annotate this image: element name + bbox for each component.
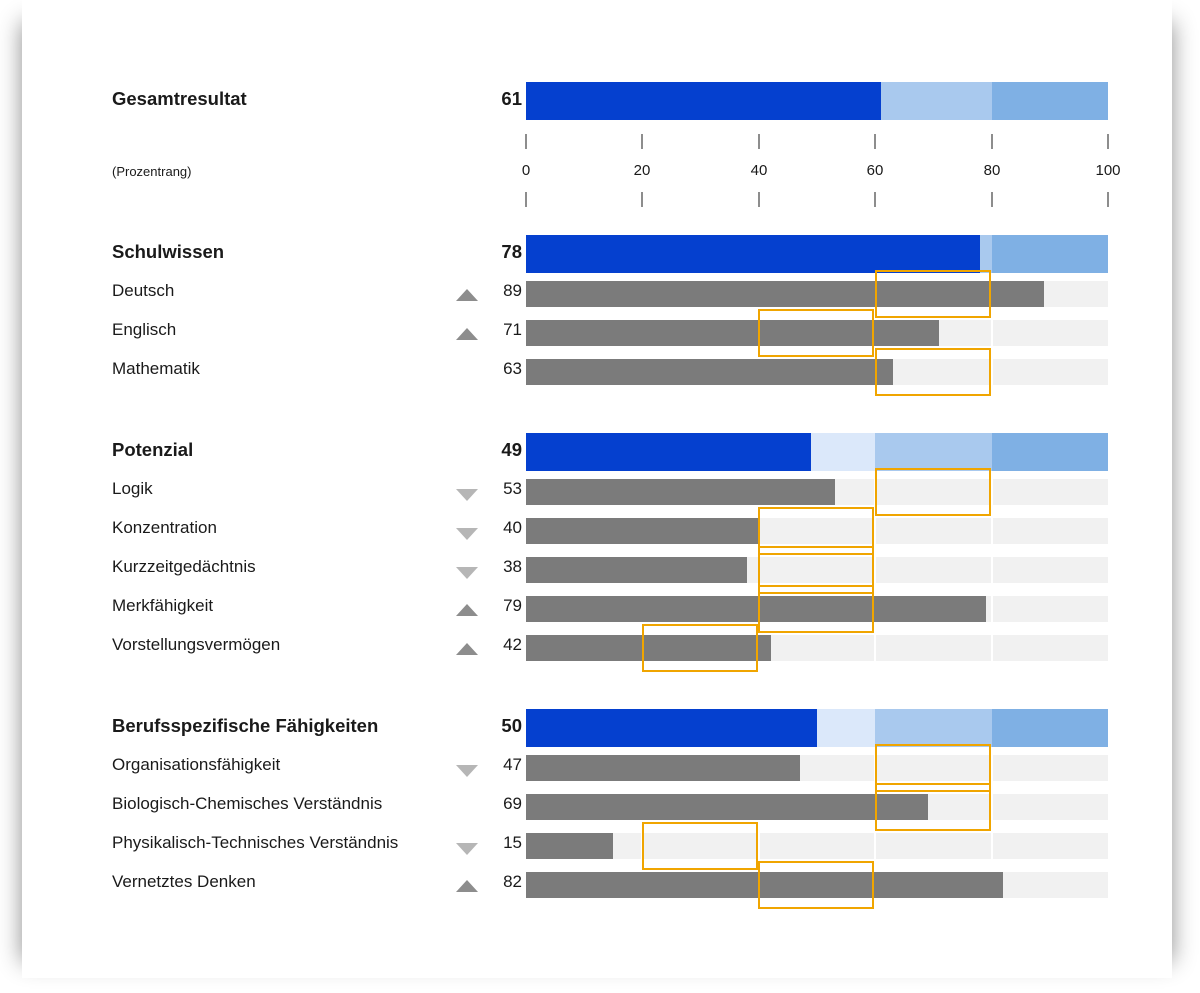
trend-down-icon-logik (456, 489, 478, 501)
item-value-vorstellungsvermoegen: 42 (503, 635, 522, 654)
item-value-deutsch: 89 (503, 281, 522, 300)
tick-top-60 (874, 134, 876, 149)
trend-up-icon-deutsch (456, 289, 478, 301)
trend-up-icon-vorstellungsvermoegen (456, 643, 478, 655)
bar-kurzzeitgedaechtnis (526, 557, 747, 583)
norm-range-deutsch (875, 270, 991, 318)
tick-bottom-20 (641, 192, 643, 207)
trend-up-icon-vernetztes-denken (456, 880, 478, 892)
axis-caption: (Prozentrang) (112, 164, 192, 179)
item-label-biologisch-chemisches-verstaendnis: Biologisch-Chemisches Verständnis (112, 794, 383, 813)
axis-tick-label-60: 60 (866, 162, 884, 179)
group-label-gesamtresultat: Gesamtresultat (112, 88, 247, 109)
bar-englisch (526, 320, 939, 346)
tick-bottom-40 (758, 192, 760, 207)
item-label-englisch: Englisch (112, 320, 177, 339)
bar-merkfaehigkeit (526, 596, 986, 622)
tick-top-40 (758, 134, 760, 149)
group-label-potenzial: Potenzial (112, 439, 194, 460)
item-value-mathematik: 63 (503, 359, 522, 378)
norm-range-physikalisch-technisches-verstaendnis (642, 822, 758, 870)
torn-edge-top (22, 0, 1172, 34)
group-value-gesamtresultat: 61 (501, 88, 522, 109)
torn-edge-bottom (22, 938, 1172, 978)
bar-potenzial (526, 433, 811, 471)
norm-range-logik (875, 468, 991, 516)
trend-down-icon-kurzzeitgedaechtnis (456, 567, 478, 579)
trend-down-icon-physikalisch-technisches-verstaendnis (456, 843, 478, 855)
item-label-merkfaehigkeit: Merkfähigkeit (112, 596, 214, 615)
axis-tick-label-40: 40 (750, 162, 768, 179)
item-label-vorstellungsvermoegen: Vorstellungsvermögen (112, 635, 281, 654)
norm-range-vorstellungsvermoegen (642, 624, 758, 672)
item-value-logik: 53 (503, 479, 522, 498)
trend-down-icon-organisationsfaehigkeit (456, 765, 478, 777)
tick-bottom-80 (991, 192, 993, 207)
group-value-potenzial: 49 (501, 439, 522, 460)
item-value-biologisch-chemisches-verstaendnis: 69 (503, 794, 522, 813)
item-value-englisch: 71 (503, 320, 522, 339)
bar-konzentration (526, 518, 759, 544)
bar-gesamtresultat (526, 82, 881, 120)
bar-logik (526, 479, 835, 505)
competency-chart (22, 16, 1172, 956)
item-label-mathematik: Mathematik (112, 359, 200, 378)
group-label-schulwissen: Schulwissen (112, 241, 225, 262)
item-label-konzentration: Konzentration (112, 518, 217, 537)
axis-tick-label-100: 100 (1095, 162, 1121, 179)
norm-range-biologisch-chemisches-verstaendnis (875, 783, 991, 831)
norm-range-englisch (758, 309, 874, 357)
item-label-logik: Logik (112, 479, 153, 498)
norm-range-vernetztes-denken (758, 861, 874, 909)
axis-tick-label-20: 20 (633, 162, 651, 179)
item-value-kurzzeitgedaechtnis: 38 (503, 557, 522, 576)
subband-physikalisch-technisches-verstaendnis (526, 833, 1108, 859)
trend-up-icon-merkfaehigkeit (456, 604, 478, 616)
group-value-berufsspezifische-faehigkeiten: 50 (501, 715, 522, 736)
norm-range-mathematik (875, 348, 991, 396)
item-label-deutsch: Deutsch (112, 281, 175, 300)
bar-mathematik (526, 359, 893, 385)
trend-up-icon-englisch (456, 328, 478, 340)
tick-bottom-60 (874, 192, 876, 207)
report-page (22, 16, 1172, 956)
bar-berufsspezifische-faehigkeiten (526, 709, 817, 747)
tick-top-100 (1107, 134, 1109, 149)
axis-tick-label-80: 80 (983, 162, 1001, 179)
item-value-physikalisch-technisches-verstaendnis: 15 (503, 833, 522, 852)
tick-top-80 (991, 134, 993, 149)
item-value-vernetztes-denken: 82 (503, 872, 522, 891)
item-label-organisationsfaehigkeit: Organisationsfähigkeit (112, 755, 281, 774)
axis-tick-label-0: 0 (521, 162, 531, 179)
bar-schulwissen (526, 235, 980, 273)
bar-biologisch-chemisches-verstaendnis (526, 794, 928, 820)
item-value-merkfaehigkeit: 79 (503, 596, 522, 615)
item-value-organisationsfaehigkeit: 47 (503, 755, 522, 774)
tick-bottom-100 (1107, 192, 1109, 207)
norm-range-merkfaehigkeit (758, 585, 874, 633)
item-label-physikalisch-technisches-verstaendnis: Physikalisch-Technisches Verständnis (112, 833, 399, 852)
trend-down-icon-konzentration (456, 528, 478, 540)
item-value-konzentration: 40 (503, 518, 522, 537)
tick-top-0 (525, 134, 527, 149)
tick-bottom-0 (525, 192, 527, 207)
tick-top-20 (641, 134, 643, 149)
item-label-kurzzeitgedaechtnis: Kurzzeitgedächtnis (112, 557, 256, 576)
group-label-berufsspezifische-faehigkeiten: Berufsspezifische Fähigkeiten (112, 715, 379, 736)
item-label-vernetztes-denken: Vernetztes Denken (112, 872, 256, 891)
bar-organisationsfaehigkeit (526, 755, 800, 781)
group-value-schulwissen: 78 (501, 241, 522, 262)
bar-physikalisch-technisches-verstaendnis (526, 833, 613, 859)
